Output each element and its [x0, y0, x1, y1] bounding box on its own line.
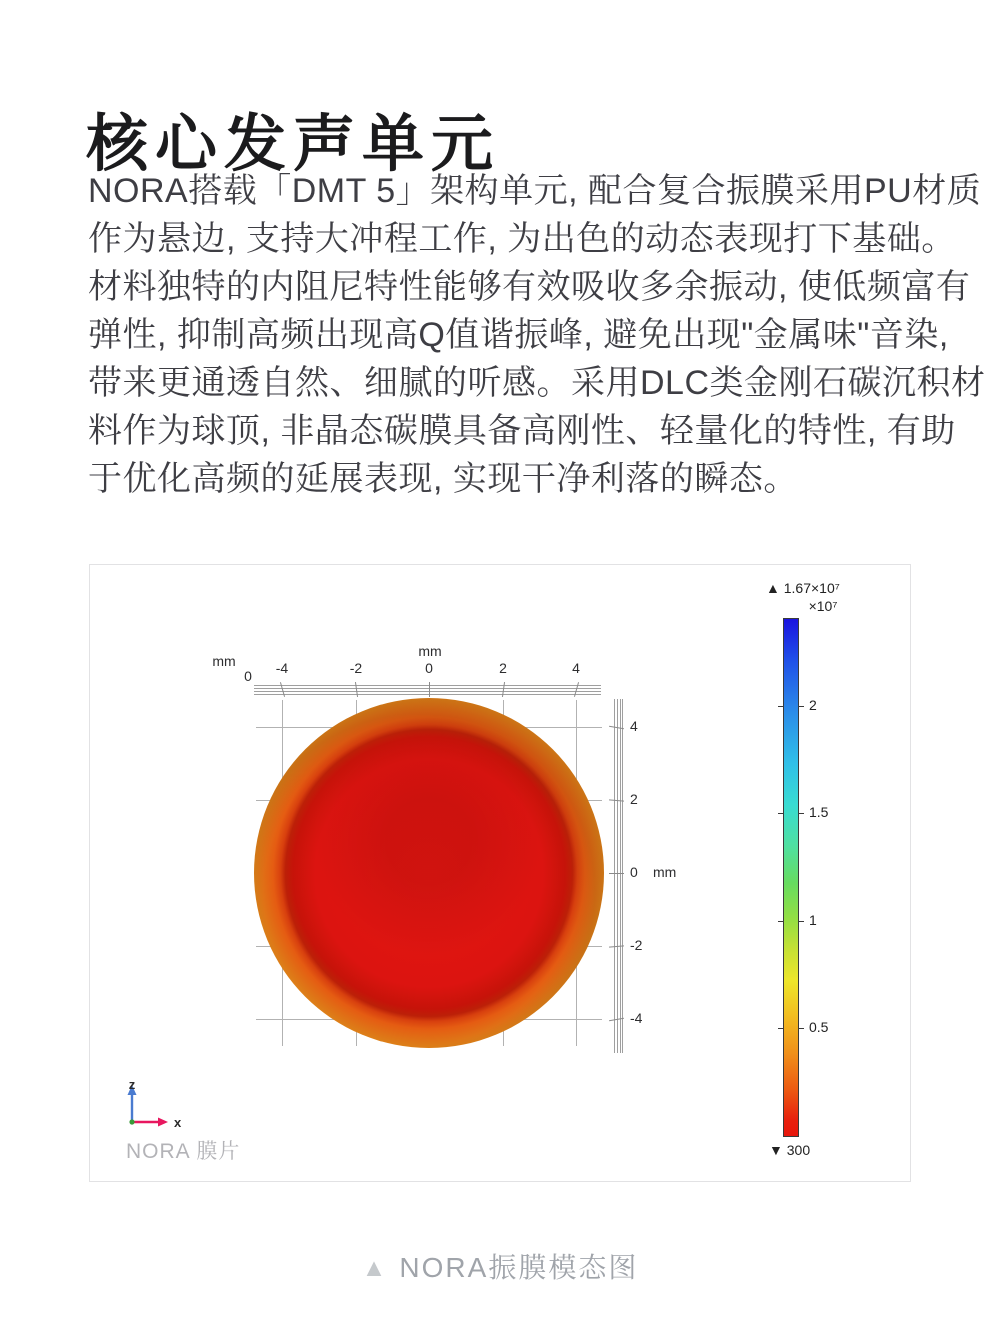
axis-plane-edge — [254, 694, 601, 695]
z-axis-tick-label: -2 — [630, 937, 643, 953]
colorbar-max-label: ▲ 1.67×10⁷ — [766, 580, 840, 596]
axis-plane-edge — [620, 699, 621, 1053]
caption-text: NORA振膜模态图 — [399, 1252, 639, 1283]
page-title: 核心发声单元 — [86, 109, 501, 179]
colorbar-tick-label: 1 — [809, 912, 817, 928]
axis-plane-edge — [617, 699, 618, 1053]
diaphragm-mode-plot — [254, 698, 604, 1048]
simulation-figure — [89, 564, 911, 1182]
z-axis-tick-label: 2 — [630, 791, 638, 807]
colorbar-tick-label: 1.5 — [809, 804, 829, 820]
y-axis-origin-dot-icon — [129, 1119, 134, 1124]
colorbar-tick-mark — [799, 1028, 804, 1029]
axis-tick-mark — [429, 682, 430, 697]
y-axis-origin-label: 0 — [244, 668, 252, 684]
axis-plane-edge — [254, 691, 601, 692]
colorbar-tick-mark — [799, 706, 804, 707]
x-axis-arrowhead-icon — [158, 1118, 168, 1127]
z-axis-tick-label: 0 — [630, 864, 638, 880]
axis-plane-edge — [622, 699, 623, 1053]
body-paragraph — [88, 167, 986, 503]
axis-plane-edge — [254, 685, 601, 686]
paragraph-line: NORA搭载「DMT 5」架构单元, 配合复合振膜采用PU材质 — [88, 172, 982, 210]
figure-label: NORA 膜片 — [126, 1140, 241, 1163]
x-axis-tick-label: 4 — [572, 660, 580, 676]
triad-z-label: z — [128, 1078, 136, 1092]
paragraph-line: 作为悬边, 支持大冲程工作, 为出色的动态表现打下基础。 — [88, 220, 956, 258]
y-axis-unit-label: mm — [212, 653, 236, 669]
figure-caption — [0, 1246, 1000, 1286]
paragraph-line: 料作为球顶, 非晶态碳膜具备高刚性、轻量化的特性, 有助 — [88, 412, 956, 450]
axis-tick-mark — [609, 873, 624, 874]
colorbar-tick-mark — [799, 921, 804, 922]
paragraph-line: 于优化高频的延展表现, 实现干净利落的瞬态。 — [88, 460, 798, 498]
colorbar-tick-mark — [778, 813, 783, 814]
paragraph-line: 材料独特的内阻尼特性能够有效吸收多余振动, 使低频富有 — [88, 268, 971, 306]
paragraph-line: 带来更通透自然、细腻的听感。采用DLC类金刚石碳沉积材 — [88, 364, 986, 402]
x-axis-tick-label: 0 — [425, 660, 433, 676]
z-axis-tick-label: -4 — [630, 1010, 643, 1026]
x-axis-tick-label: -4 — [275, 660, 289, 676]
axis-plane-edge — [614, 699, 615, 1053]
colorbar-min-label: ▼ 300 — [769, 1142, 811, 1158]
colorbar-multiplier-label: ×10⁷ — [808, 598, 838, 614]
paragraph-line: 弹性, 抑制高频出现高Q值谐振峰, 避免出现"金属味"音染, — [88, 316, 949, 354]
colorbar-tick-mark — [778, 1028, 783, 1029]
z-axis-unit-label: mm — [653, 864, 677, 880]
triad-x-label: x — [174, 1115, 182, 1130]
x-axis-tick-label: -2 — [349, 660, 363, 676]
colorbar-tick-mark — [778, 706, 783, 707]
colorbar-tick-mark — [799, 813, 804, 814]
caption-triangle-icon: ▲ — [361, 1254, 387, 1282]
colorbar-bar — [783, 618, 799, 1137]
x-axis-unit-label: mm — [418, 643, 442, 659]
colorbar-tick-mark — [778, 921, 783, 922]
colorbar-tick-label: 0.5 — [809, 1019, 829, 1035]
axis-plane-edge — [254, 688, 601, 689]
z-axis-tick-label: 4 — [630, 718, 638, 734]
x-axis-tick-label: 2 — [499, 660, 507, 676]
coordinate-triad-icon — [110, 1078, 190, 1136]
colorbar-tick-label: 2 — [809, 697, 817, 713]
